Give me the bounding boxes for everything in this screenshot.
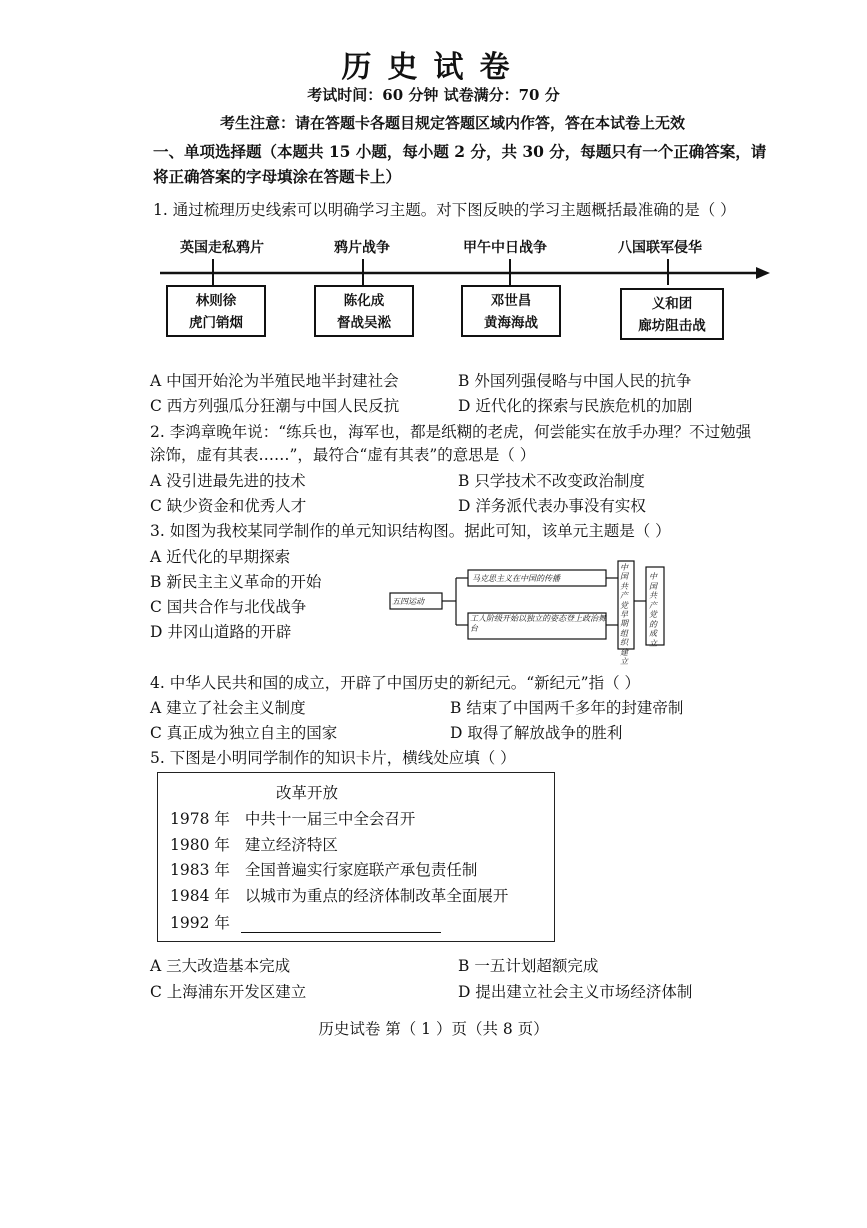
q2-option-a: A 没引进最先进的技术 (150, 472, 306, 490)
q3-option-a: A 近代化的早期探索 (150, 548, 291, 566)
page-title: 历史试卷 (341, 50, 526, 85)
q2-option-d: D 洋务派代表办事没有实权 (458, 497, 646, 515)
card-row-1980 (170, 833, 338, 855)
timeline-box-4 (620, 288, 724, 340)
card-year: 1980 年 (170, 836, 230, 854)
timeline-box-3-line1: 邓世昌 (490, 293, 532, 309)
exam-info: 考试时间：60 分钟 试卷满分：70 分 (307, 86, 560, 104)
q5-stem: 5. 下图是小明同学制作的知识卡片，横线处应填（ ） (150, 749, 516, 767)
timeline-box-2-line2: 督战吴淞 (337, 315, 391, 331)
card-year: 1992 年 (170, 914, 230, 932)
section1-heading-line2: 将正确答案的字母填涂在答题卡上） (153, 167, 402, 186)
timeline-box-4-line1: 义和团 (651, 296, 693, 312)
q3-diagram-middle: 中国共产党早期组织建立 (620, 563, 628, 667)
knowledge-card (157, 772, 555, 942)
page-footer: 历史试卷 第（ 1 ）页（共 8 页） (318, 1020, 549, 1038)
timeline-box-3 (461, 285, 561, 337)
card-year: 1984 年 (170, 887, 230, 905)
timeline-box-2 (314, 285, 414, 337)
q4-option-b: B 结束了中国两千多年的封建帝制 (450, 699, 684, 717)
q2-stem-line1: 2. 李鸿章晚年说：“练兵也，海军也，都是纸糊的老虎，何尝能实在放手办理？不过勉强 (150, 423, 752, 441)
card-row-1992 (170, 911, 441, 933)
q2-option-b: B 只学技术不改变政治制度 (458, 472, 645, 490)
section1-heading-line1: 一、单项选择题（本题共 15 小题，每小题 2 分，共 30 分，每题只有一个正确答案，请 (153, 142, 767, 161)
timeline-box-1 (166, 285, 266, 337)
q3-diagram-left: 五四运动 (392, 597, 424, 606)
q3-diagram-right: 中国共产党的成立 (649, 572, 657, 648)
timeline-box-3-line2: 黄海海战 (484, 315, 538, 331)
q1-stem: 1. 通过梳理历史线索可以明确学习主题。对下图反映的学习主题概括最准确的是（ ） (153, 201, 736, 219)
q1-option-d: D 近代化的探索与民族危机的加剧 (458, 397, 693, 415)
q5-option-d: D 提出建立社会主义市场经济体制 (458, 983, 693, 1001)
q1-option-a: A 中国开始沦为半殖民地半封建社会 (150, 372, 399, 390)
card-event: 全国普遍实行家庭联产承包责任制 (244, 861, 478, 879)
q5-option-b: B 一五计划超额完成 (458, 957, 599, 975)
timeline-event-4: 八国联军侵华 (618, 240, 702, 256)
card-year: 1983 年 (170, 861, 230, 879)
timeline-event-3: 甲午中日战争 (463, 240, 547, 256)
card-event: 建立经济特区 (244, 836, 338, 854)
exam-notice: 考生注意：请在答题卡各题目规定答题区域内作答，答在本试卷上无效 (220, 114, 686, 132)
card-event: 中共十一届三中全会召开 (244, 810, 416, 828)
card-year: 1978 年 (170, 810, 230, 828)
card-title: 改革开放 (276, 784, 339, 802)
q4-option-d: D 取得了解放战争的胜利 (450, 724, 623, 742)
timeline-box-2-line1: 陈化成 (343, 293, 385, 309)
q4-option-c: C 真正成为独立自主的国家 (150, 724, 338, 742)
q3-structure-diagram (388, 555, 678, 655)
timeline-box-4-line2: 廊坊阻击战 (638, 318, 706, 334)
q1-option-c: C 西方列强瓜分狂潮与中国人民反抗 (150, 397, 400, 415)
q3-option-b: B 新民主主义革命的开始 (150, 573, 322, 591)
card-row-1984 (170, 884, 508, 906)
q4-stem: 4. 中华人民共和国的成立，开辟了中国历史的新纪元。“新纪元”指（ ） (150, 674, 640, 692)
card-event: 以城市为重点的经济体制改革全面展开 (244, 887, 509, 905)
card-row-1978 (170, 807, 415, 829)
q3-option-c: C 国共合作与北伐战争 (150, 598, 307, 616)
q3-stem: 3. 如图为我校某同学制作的单元知识结构图。据此可知，该单元主题是（ ） (150, 522, 671, 540)
q3-diagram-bottom-branch: 工人阶级开始以独立的姿态登上政治舞台 (470, 614, 606, 633)
timeline-event-1: 英国走私鸦片 (180, 240, 264, 256)
timeline-box-1-line1: 林则徐 (195, 293, 237, 309)
timeline-box-1-line2: 虎门销烟 (189, 315, 243, 331)
q5-option-a: A 三大改造基本完成 (150, 957, 291, 975)
q2-option-c: C 缺少资金和优秀人才 (150, 497, 307, 515)
q4-option-a: A 建立了社会主义制度 (150, 699, 306, 717)
timeline-event-2: 鸦片战争 (334, 240, 390, 256)
q3-diagram-top-branch: 马克思主义在中国的传播 (472, 574, 560, 583)
q1-option-b: B 外国列强侵略与中国人民的抗争 (458, 372, 692, 390)
q2-stem-line2: 涂饰，虚有其表……”，最符合“虚有其表”的意思是（ ） (150, 446, 536, 464)
q5-option-c: C 上海浦东开发区建立 (150, 983, 307, 1001)
q3-option-d: D 井冈山道路的开辟 (150, 623, 292, 641)
card-row-1983 (170, 858, 477, 880)
card-blank-line (241, 918, 441, 933)
